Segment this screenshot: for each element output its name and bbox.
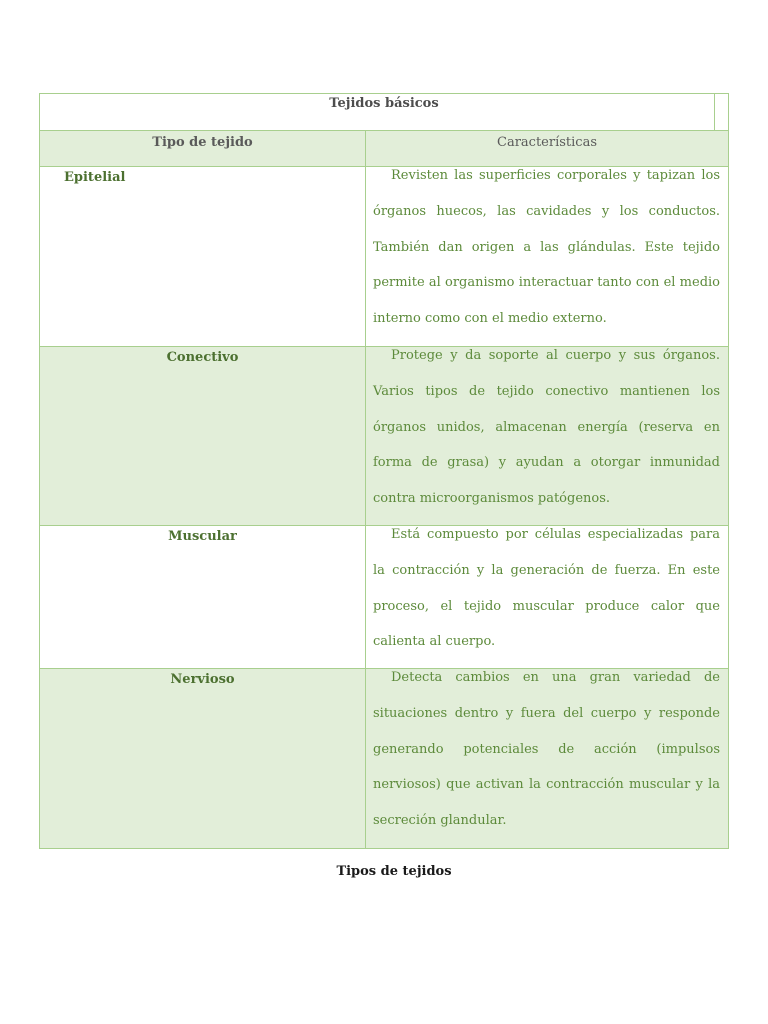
table-title: Tejidos básicos [329, 96, 439, 111]
tissue-table [39, 93, 729, 849]
desc-conectivo: Protege y da soporte al cuerpo y sus órganos. Varios tipos de tejido conectivo mantienen los órganos unidos, almacenan energía (reserva en forma de grasa) y ayudan a otorgar inmunidad contra microorganismos patógenos. [373, 348, 720, 507]
title-cell-divider [714, 94, 715, 130]
caracteristicas-cell [366, 526, 728, 668]
table-row [40, 347, 728, 526]
tipo-nervioso: Nervioso [170, 672, 235, 687]
tipo-conectivo: Conectivo [166, 350, 239, 365]
table-row [40, 167, 728, 347]
header-tipo: Tipo de tejido [40, 131, 366, 166]
desc-epitelial: Revisten las superficies corporales y tapizan los órganos huecos, las cavidades y los conductos. También dan origen a las glándulas. Este tejido permite al organismo interactuar tanto con el medio interno como con el medio externo. [373, 168, 720, 327]
table-caption: Tipos de tejidos [336, 864, 452, 879]
table-row [40, 526, 728, 669]
tipo-epitelial: Epitelial [64, 170, 126, 185]
tipo-muscular: Muscular [168, 529, 237, 544]
caracteristicas-cell [366, 347, 728, 525]
desc-nervioso: Detecta cambios en una gran variedad de situaciones dentro y fuera del cuerpo y responde generando potenciales de acción (impulsos nerviosos) que activan la contracción muscular y la secreción glandular. [373, 670, 720, 829]
table-title-row [40, 94, 728, 131]
caracteristicas-cell [366, 669, 728, 848]
tipo-cell [40, 167, 366, 346]
desc-muscular: Está compuesto por células especializadas para la contracción y la generación de fuerza. En este proceso, el tejido muscular produce calor que calienta al cuerpo. [373, 527, 720, 650]
header-caracteristicas: Características [497, 135, 597, 150]
table-row [40, 669, 728, 848]
caracteristicas-cell [366, 167, 728, 346]
tipo-cell [40, 526, 366, 668]
tipo-cell [40, 347, 366, 525]
tipo-cell [40, 669, 366, 848]
